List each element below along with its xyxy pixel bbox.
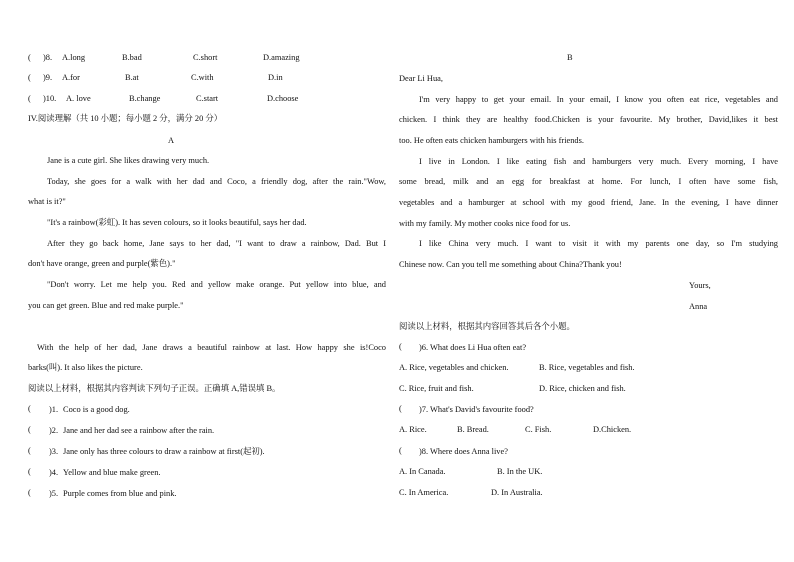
tf-number: )2. — [49, 426, 59, 435]
option-d: D.choose — [267, 94, 299, 103]
option-b: B. Rice, vegetables and fish. — [539, 363, 635, 372]
letter-line: with my family. My mother cooks nice food for us. — [399, 219, 571, 228]
option-c: C.start — [196, 94, 219, 103]
option-d: D.amazing — [263, 53, 300, 62]
tf-statement: Jane only has three colours to draw a rainbow at first(起初). — [63, 447, 265, 456]
option-d: D.Chicken. — [593, 425, 632, 434]
option-a: A. love — [66, 94, 91, 103]
letter-line: too. He often eats chicken hamburgers with his friends. — [399, 136, 584, 145]
answer-blank-paren: ( — [28, 73, 31, 82]
tf-number: )4. — [49, 468, 59, 477]
passage-line: Today, she goes for a walk with her dad and Coco, a friendly dog, after the rain."Wow, — [47, 177, 386, 186]
question-number: )10. — [43, 94, 57, 103]
passage-line: Jane is a cute girl. She likes drawing very much. — [47, 156, 210, 165]
letter-line: I live in London. I like eating fish and hamburgers very much. Every morning, I have — [419, 157, 778, 166]
option-d: D. Rice, chicken and fish. — [539, 384, 626, 393]
passage-line: With the help of her dad, Jane draws a beautiful rainbow at last. How happy she is!Coco — [37, 343, 386, 352]
option-c: C.with — [191, 73, 214, 82]
passage-label: A — [168, 136, 175, 145]
question-stem: )6. What does Li Hua often eat? — [419, 343, 527, 352]
answer-blank-paren: ( — [28, 467, 31, 476]
tf-number: )5. — [49, 489, 59, 498]
answer-blank-paren: ( — [28, 94, 31, 103]
question-number: )9. — [43, 73, 53, 82]
option-c: C. In America. — [399, 488, 449, 497]
question-stem: )8. Where does Anna live? — [419, 447, 508, 456]
answer-blank-paren: ( — [28, 53, 31, 62]
option-d: D. In Australia. — [491, 488, 543, 497]
tf-statement: Purple comes from blue and pink. — [63, 489, 177, 498]
tf-statement: Coco is a good dog. — [63, 405, 130, 414]
question-number: )8. — [43, 53, 53, 62]
option-a: A.for — [62, 73, 80, 82]
tf-number: )1. — [49, 405, 59, 414]
passage-line: you can get green. Blue and red make purple." — [28, 301, 184, 310]
letter-closing: Yours, — [689, 281, 711, 290]
option-a: A. In Canada. — [399, 467, 446, 476]
option-b: B. Bread. — [457, 425, 489, 434]
answer-blank-paren: ( — [399, 446, 402, 455]
answer-blank-paren: ( — [28, 425, 31, 434]
option-b: B.bad — [122, 53, 142, 62]
passage-line: what is it?" — [28, 197, 66, 206]
passage-line: "It's a rainbow(彩虹). It has seven colours, so it looks beautiful, says her dad. — [47, 218, 307, 227]
option-b: B.at — [125, 73, 139, 82]
tf-statement: Jane and her dad see a rainbow after the rain. — [63, 426, 215, 435]
answer-blank-paren: ( — [399, 404, 402, 413]
tf-statement: Yellow and blue make green. — [63, 468, 161, 477]
option-d: D.in — [268, 73, 283, 82]
letter-greeting: Dear Li Hua, — [399, 74, 443, 83]
letter-line: I'm very happy to get your email. In your email, I know you often eat rice, vegetables and — [419, 95, 778, 104]
instruction: 阅读以上材料，根据其内容判读下列句子正误。正确填 A,错误填 B。 — [28, 384, 281, 393]
passage-line: "Don't worry. Let me help you. Red and yellow make orange. Put yellow into blue, and — [47, 280, 386, 289]
tf-number: )3. — [49, 447, 59, 456]
option-b: B.change — [129, 94, 161, 103]
letter-line: I like China very much. I want to visit it with my parents one day, so I'm studying — [419, 239, 778, 248]
section-title: IV.阅读理解（共 10 小题；每小题 2 分，满分 20 分） — [28, 114, 223, 123]
passage-line: After they go back home, Jane says to her dad, "I want to draw a rainbow, Dad. But I — [47, 239, 386, 248]
answer-blank-paren: ( — [28, 488, 31, 497]
option-c: C.short — [193, 53, 218, 62]
passage-label: B — [567, 53, 573, 62]
letter-signature: Anna — [689, 302, 708, 311]
option-a: A.long — [62, 53, 86, 62]
letter-line: chicken. I think they are healthy food.Chicken is your favourite. My brother, David,likes it best — [399, 115, 778, 124]
option-a: A. Rice. — [399, 425, 427, 434]
letter-line: Chinese now. Can you tell me something about China?Thank you! — [399, 260, 622, 269]
option-b: B. In the UK. — [497, 467, 543, 476]
option-c: C. Fish. — [525, 425, 552, 434]
passage-line: don't have orange, green and purple(紫色)." — [28, 259, 176, 268]
letter-line: some bread, milk and an egg for breakfast at home. For lunch, I often have some fish, — [399, 177, 778, 186]
option-a: A. Rice, vegetables and chicken. — [399, 363, 509, 372]
answer-blank-paren: ( — [28, 404, 31, 413]
passage-line: barks(叫). It also likes the picture. — [28, 363, 143, 372]
letter-line: vegetables and a hamburger at school with my good friend, Jane. In the evening, I have dinner — [399, 198, 778, 207]
answer-blank-paren: ( — [28, 446, 31, 455]
answer-blank-paren: ( — [399, 342, 402, 351]
instruction: 阅读以上材料，根据其内容回答其后各个小题。 — [399, 322, 575, 331]
option-c: C. Rice, fruit and fish. — [399, 384, 474, 393]
question-stem: )7. What's David's favourite food? — [419, 405, 534, 414]
